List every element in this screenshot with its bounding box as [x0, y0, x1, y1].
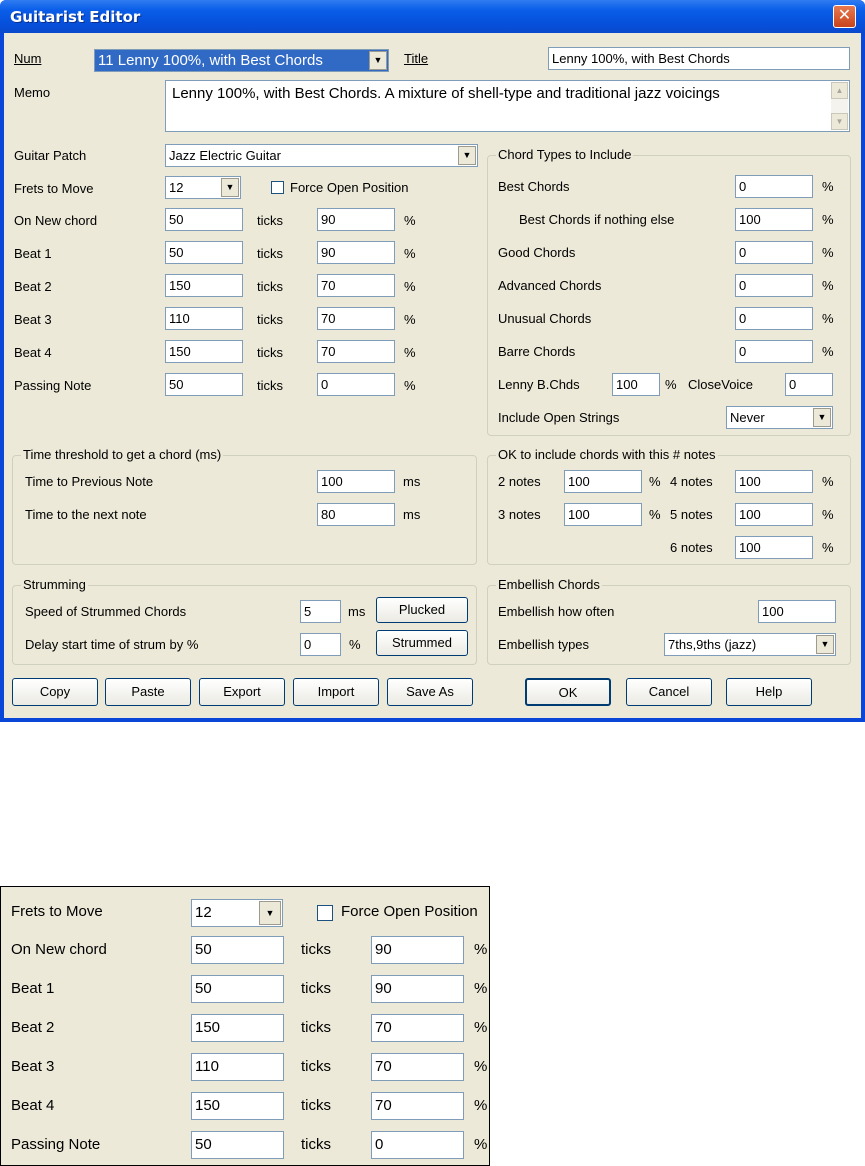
force-open-label: Force Open Position: [341, 903, 478, 920]
ticks-unit: ticks: [257, 213, 283, 228]
chevron-down-icon[interactable]: ▼: [259, 901, 281, 925]
guitar-patch-combo[interactable]: [165, 144, 478, 167]
percent-input[interactable]: 70: [371, 1053, 464, 1081]
closevoice-input[interactable]: 0: [785, 373, 833, 396]
force-open-checkbox[interactable]: [317, 905, 333, 921]
speed-input[interactable]: 5: [300, 600, 341, 623]
scroll-up-icon[interactable]: ▲: [831, 82, 848, 99]
zoomed-detail-panel: [0, 886, 490, 1166]
ticks-input[interactable]: 110: [191, 1053, 284, 1081]
chevron-down-icon[interactable]: ▼: [458, 146, 476, 165]
strumming-group: [12, 577, 477, 665]
ms-unit: ms: [403, 474, 421, 489]
percent-input[interactable]: 90: [371, 936, 464, 964]
chord-type-label: Best Chords if nothing else: [519, 212, 675, 227]
chord-types-group: [487, 147, 851, 436]
row-label: Beat 3: [14, 312, 52, 327]
percent-unit: %: [474, 1097, 488, 1114]
percent-unit: %: [404, 213, 416, 228]
percent-unit: %: [474, 1136, 488, 1153]
open-strings-value: Never: [730, 410, 765, 425]
row-label: Beat 2: [11, 1019, 55, 1036]
ticks-unit: ticks: [257, 378, 283, 393]
ticks-unit: ticks: [301, 1019, 331, 1036]
delay-input[interactable]: 0: [300, 633, 341, 656]
row-label: Passing Note: [11, 1136, 101, 1153]
memo-label: Memo: [14, 85, 51, 100]
ok-button[interactable]: [525, 678, 611, 706]
embellish-group: [487, 577, 851, 665]
row-label: Beat 2: [14, 279, 52, 294]
chevron-down-icon[interactable]: ▼: [816, 635, 834, 654]
help-label: Help: [755, 684, 783, 699]
notes-group: [487, 447, 851, 565]
percent-input[interactable]: 70: [317, 307, 395, 330]
ticks-unit: ticks: [301, 1058, 331, 1075]
num-combo[interactable]: [94, 49, 389, 72]
percent-input[interactable]: 90: [317, 241, 395, 264]
row-label: Beat 4: [14, 345, 52, 360]
strummed-button[interactable]: Strummed: [376, 630, 468, 656]
percent-unit: %: [349, 637, 361, 652]
window-title: Guitarist Editor: [10, 8, 141, 26]
help-button[interactable]: [726, 678, 812, 706]
chord-type-input[interactable]: 0: [735, 274, 813, 297]
paste-label: Paste: [131, 684, 165, 699]
six-notes-input[interactable]: 100: [735, 536, 813, 559]
chord-type-input[interactable]: 0: [735, 307, 813, 330]
force-open-label: Force Open Position: [290, 180, 409, 195]
percent-unit: %: [665, 377, 677, 392]
ticks-input[interactable]: 150: [191, 1014, 284, 1042]
percent-input[interactable]: 90: [371, 975, 464, 1003]
ticks-input[interactable]: 50: [165, 241, 243, 264]
frets-value: 12: [169, 180, 184, 195]
ok-label: OK: [558, 685, 578, 700]
num-label: Num: [14, 51, 42, 66]
dialog-client: [4, 33, 861, 718]
embellish-often-label: Embellish how often: [498, 604, 615, 619]
percent-unit: %: [404, 312, 416, 327]
group-title: Time threshold to get a chord (ms): [23, 447, 222, 462]
row-label: Beat 3: [11, 1058, 55, 1075]
closevoice-label: CloseVoice: [688, 377, 754, 392]
ticks-input[interactable]: 150: [191, 1092, 284, 1120]
close-icon: ✕: [837, 7, 852, 24]
percent-unit: %: [649, 474, 661, 489]
group-title: OK to include chords with this # notes: [498, 447, 716, 462]
ticks-input[interactable]: 110: [165, 307, 243, 330]
ticks-unit: ticks: [257, 246, 283, 261]
percent-unit: %: [822, 179, 834, 194]
percent-unit: %: [404, 279, 416, 294]
ticks-input[interactable]: 50: [165, 208, 243, 231]
ticks-input[interactable]: 150: [165, 340, 243, 363]
export-button[interactable]: [199, 678, 285, 706]
percent-input[interactable]: 70: [317, 340, 395, 363]
chord-type-input[interactable]: 0: [735, 241, 813, 264]
three-notes-label: 3 notes: [498, 507, 541, 522]
memo-scrollbar[interactable]: [831, 82, 848, 130]
percent-input[interactable]: 90: [317, 208, 395, 231]
percent-input[interactable]: 70: [317, 274, 395, 297]
ticks-unit: ticks: [301, 980, 331, 997]
ticks-input[interactable]: 50: [191, 1131, 284, 1159]
close-button[interactable]: [833, 5, 856, 28]
chevron-down-icon[interactable]: ▼: [813, 408, 831, 427]
frets-combo[interactable]: [165, 176, 241, 199]
title-input[interactable]: Lenny 100%, with Best Chords: [548, 47, 850, 70]
next-note-input[interactable]: 80: [317, 503, 395, 526]
delay-label: Delay start time of strum by %: [25, 637, 199, 652]
ticks-input[interactable]: 50: [191, 975, 284, 1003]
save-as-button[interactable]: [387, 678, 473, 706]
two-notes-input[interactable]: 100: [564, 470, 642, 493]
copy-button[interactable]: [12, 678, 98, 706]
percent-input[interactable]: 70: [371, 1014, 464, 1042]
percent-unit: %: [649, 507, 661, 522]
percent-unit: %: [822, 311, 834, 326]
time-threshold-group: [12, 447, 477, 565]
ticks-unit: ticks: [257, 345, 283, 360]
open-strings-combo[interactable]: [726, 406, 833, 429]
lenny-input[interactable]: 100: [612, 373, 660, 396]
ticks-unit: ticks: [257, 312, 283, 327]
cancel-label: Cancel: [648, 684, 690, 699]
plucked-button[interactable]: Plucked: [376, 597, 468, 623]
ticks-unit: ticks: [301, 1097, 331, 1114]
speed-label: Speed of Strummed Chords: [25, 604, 187, 619]
row-label: Beat 4: [11, 1097, 55, 1114]
scroll-down-icon[interactable]: ▼: [831, 113, 848, 130]
paste-button[interactable]: [105, 678, 191, 706]
four-notes-label: 4 notes: [670, 474, 713, 489]
group-title: Chord Types to Include: [498, 147, 632, 162]
ticks-input[interactable]: 50: [191, 936, 284, 964]
six-notes-label: 6 notes: [670, 540, 713, 555]
group-title: Strumming: [23, 577, 86, 592]
guitar-patch-label: Guitar Patch: [14, 148, 87, 163]
row-label: Beat 1: [14, 246, 52, 261]
prev-note-label: Time to Previous Note: [25, 474, 154, 489]
chord-type-input[interactable]: 0: [735, 340, 813, 363]
two-notes-label: 2 notes: [498, 474, 541, 489]
percent-unit: %: [404, 378, 416, 393]
chord-type-label: Good Chords: [498, 245, 576, 260]
chevron-down-icon[interactable]: ▼: [369, 51, 387, 70]
five-notes-label: 5 notes: [670, 507, 713, 522]
title-label: Title: [404, 51, 429, 66]
percent-unit: %: [822, 474, 834, 489]
percent-input[interactable]: 0: [317, 373, 395, 396]
ticks-unit: ticks: [301, 1136, 331, 1153]
percent-unit: %: [822, 540, 834, 555]
row-label: Beat 1: [11, 980, 55, 997]
memo-textarea[interactable]: [165, 80, 850, 132]
chevron-down-icon[interactable]: ▼: [221, 178, 239, 197]
percent-unit: %: [822, 212, 834, 227]
guitar-patch-value: Jazz Electric Guitar: [169, 148, 281, 163]
frets-label: Frets to Move: [14, 181, 94, 196]
ticks-input[interactable]: 150: [165, 274, 243, 297]
chord-type-input[interactable]: 0: [735, 175, 813, 198]
percent-unit: %: [822, 245, 834, 260]
embellish-types-label: Embellish types: [498, 637, 590, 652]
ticks-input[interactable]: 50: [165, 373, 243, 396]
prev-note-input[interactable]: 100: [317, 470, 395, 493]
ms-unit: ms: [348, 604, 366, 619]
chord-type-input[interactable]: 100: [735, 208, 813, 231]
embellish-types-value: 7ths,9ths (jazz): [668, 637, 757, 652]
row-label: On New chord: [11, 941, 107, 958]
force-open-checkbox[interactable]: [271, 181, 284, 194]
percent-unit: %: [822, 278, 834, 293]
frets-value: 12: [195, 904, 212, 921]
num-value: 11 Lenny 100%, with Best Chords: [98, 52, 323, 69]
row-label: Passing Note: [14, 378, 92, 393]
frets-label: Frets to Move: [11, 903, 103, 920]
memo-text: Lenny 100%, with Best Chords. A mixture of shell-type and traditional jazz voicings: [172, 85, 720, 102]
percent-input[interactable]: 0: [371, 1131, 464, 1159]
next-note-label: Time to the next note: [25, 507, 147, 522]
percent-unit: %: [474, 980, 488, 997]
percent-unit: %: [404, 345, 416, 360]
chord-type-label: Unusual Chords: [498, 311, 592, 326]
embellish-often-input[interactable]: 100: [758, 600, 836, 623]
embellish-types-combo[interactable]: [664, 633, 836, 656]
open-strings-label: Include Open Strings: [498, 410, 620, 425]
percent-input[interactable]: 70: [371, 1092, 464, 1120]
frets-combo[interactable]: [191, 899, 283, 927]
four-notes-input[interactable]: 100: [735, 470, 813, 493]
chord-type-label: Advanced Chords: [498, 278, 602, 293]
cancel-button[interactable]: [626, 678, 712, 706]
ticks-unit: ticks: [301, 941, 331, 958]
chord-type-label: Barre Chords: [498, 344, 576, 359]
group-title: Embellish Chords: [498, 577, 600, 592]
percent-unit: %: [822, 344, 834, 359]
row-label: On New chord: [14, 213, 98, 228]
import-label: Import: [317, 684, 355, 699]
ms-unit: ms: [403, 507, 421, 522]
lenny-label: Lenny B.Chds: [498, 377, 580, 392]
save-as-label: Save As: [406, 684, 454, 699]
import-button[interactable]: [293, 678, 379, 706]
title-bar: [0, 0, 865, 33]
export-label: Export: [223, 684, 261, 699]
ticks-unit: ticks: [257, 279, 283, 294]
copy-label: Copy: [39, 684, 71, 699]
percent-unit: %: [474, 1019, 488, 1036]
three-notes-input[interactable]: 100: [564, 503, 642, 526]
five-notes-input[interactable]: 100: [735, 503, 813, 526]
chord-type-label: Best Chords: [498, 179, 570, 194]
percent-unit: %: [822, 507, 834, 522]
percent-unit: %: [474, 1058, 488, 1075]
percent-unit: %: [404, 246, 416, 261]
percent-unit: %: [474, 941, 488, 958]
